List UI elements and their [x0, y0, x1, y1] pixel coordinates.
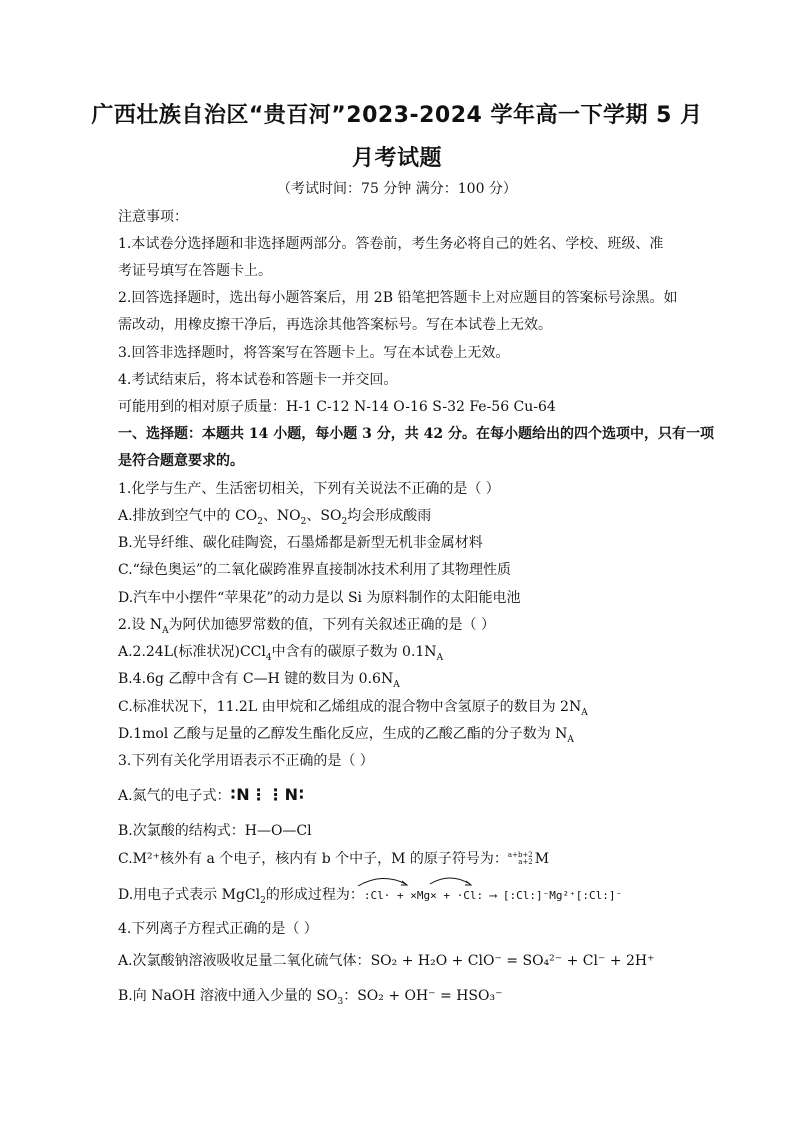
- question-2-stem: 2.设 $N_A$为阿伏加德罗常数的值，下列有关叙述正确的是（ ）: [118, 617, 496, 636]
- ionic-equation-a: SO₂ + H₂O + ClO⁻ = SO₄²⁻ + Cl⁻ + 2H⁺: [370, 953, 655, 969]
- question-3-option-c: C.M²⁺核外有 a 个电子，核内有 b 个中子，M 的原子符号为：a+b+2 a+2 M: [118, 851, 550, 867]
- question-1-option-b: B.光导纤维、碳化硅陶瓷，石墨烯都是新型无机非金属材料: [118, 535, 483, 551]
- question-4-option-b: B.向 NaOH 溶液中通入少量的 $SO_3$：SO₂ + OH⁻ = HSO₃⁻: [118, 988, 503, 1007]
- note-line: 3.回答非选择题时，将答案写在答题卡上。写在本试卷上无效。: [118, 345, 510, 361]
- question-2-option-d: D.1mol 乙酸与足量的乙醇发生酯化反应，生成的乙酸乙酯的分子数为 $N_A$: [118, 726, 574, 745]
- question-2-option-b: B.4.6g 乙醇中含有 C—H 键的数目为 $0.6N_A$: [118, 671, 400, 690]
- question-3-option-a: A.氮气的电子式：∶N⋮⋮N∶: [118, 785, 305, 804]
- nitrogen-electron-formula: ∶N⋮⋮N∶: [230, 785, 305, 804]
- exam-subtitle: （考试时间：75 分钟 满分：100 分）: [277, 181, 517, 197]
- question-1-option-c: C.“绿色奥运”的二氧化碳跨准界直接制冰技术利用了其物理性质: [118, 562, 511, 578]
- electron-transfer-arrows: [350, 872, 490, 888]
- notes-header: 注意事项：: [118, 209, 188, 225]
- question-4-option-a: A.次氯酸钠溶液吸收足量二氧化硫气体：SO₂ + H₂O + ClO⁻ = SO₄²⁻ + Cl⁻ + 2H⁺: [118, 953, 655, 969]
- ionic-equation-b: SO₂ + OH⁻ = HSO₃⁻: [357, 988, 503, 1004]
- exam-title-line2: 月考试题: [351, 146, 442, 171]
- section-header-cont: 是符合题意要求的。: [118, 453, 244, 469]
- question-2-option-a: A.2.24L(标准状况)CCl$_4$中含有的碳原子数为 $0.1N_A$: [118, 644, 444, 663]
- question-1-stem: 1.化学与生产、生活密切相关，下列有关说法不正确的是（ ）: [118, 481, 500, 497]
- note-line: 4.考试结束后，将本试卷和答题卡一并交回。: [118, 372, 398, 388]
- section-header: 一、选择题：本题共 14 小题，每小题 3 分，共 42 分。在每小题给出的四个选项中，只有一项: [118, 426, 714, 442]
- note-line: 2.回答选择题时，选出每小题答案后，用 2B 铅笔把答题卡上对应题目的答案标号涂黑。如: [118, 290, 678, 306]
- question-3-option-d: D.用电子式表示 MgCl$_2$的形成过程为：:Cl· + ×Mg× + ·Cl: ⟶ [:Cl:]⁻Mg²⁺[:Cl:]⁻: [118, 887, 623, 906]
- nuclide-notation: a+b+2 a+2: [507, 851, 533, 866]
- note-line: 考证号填写在答题卡上。: [118, 263, 272, 279]
- mgcl2-formation-diagram: :Cl· + ×Mg× + ·Cl: ⟶ [:Cl:]⁻Mg²⁺[:Cl:]⁻: [363, 889, 623, 902]
- question-3-stem: 3.下列有关化学用语表示不正确的是（ ）: [118, 753, 374, 769]
- note-line: 1.本试卷分选择题和非选择题两部分。答卷前，考生务必将自己的姓名、学校、班级、准: [118, 236, 664, 252]
- exam-title-line1: 广西壮族自治区“贵百河”2023-2024 学年高一下学期 5 月: [91, 103, 703, 128]
- question-3-option-b: B.次氯酸的结构式：H—O—Cl: [118, 823, 312, 839]
- note-line: 需改动，用橡皮擦干净后，再选涂其他答案标号。写在本试卷上无效。: [118, 317, 552, 333]
- question-4-stem: 4.下列离子方程式正确的是（ ）: [118, 921, 318, 937]
- question-1-option-a: A.排放到空气中的 $CO_2$、$NO_2$、$SO_2$均会形成酸雨: [118, 508, 432, 527]
- question-1-option-d: D.汽车中小摆件“苹果花”的动力是以 Si 为原料制作的太阳能电池: [118, 590, 521, 606]
- atomic-masses: 可能用到的相对原子质量：H-1 C-12 N-14 O-16 S-32 Fe-56 Cu-64: [118, 399, 556, 415]
- question-2-option-c: C.标准状况下，11.2L 由甲烷和乙烯组成的混合物中含氢原子的数目为 $2N_A$: [118, 699, 588, 718]
